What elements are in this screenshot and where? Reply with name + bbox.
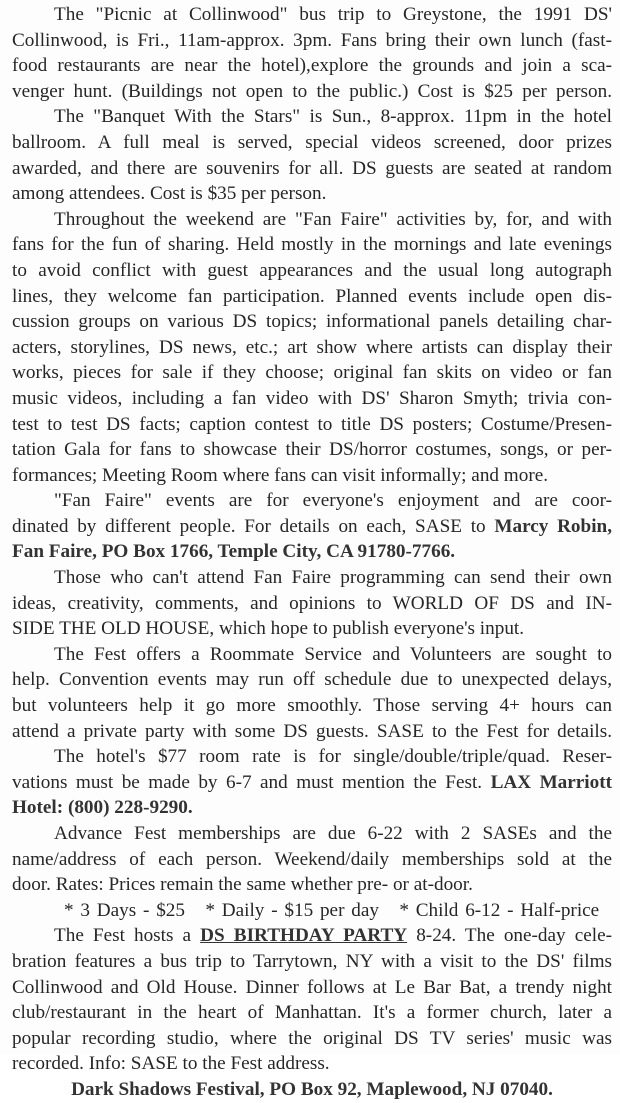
text-line: awarded, and there are souvenirs for all. DS guests are seated at random	[12, 157, 612, 179]
text-line: acters, storylines, DS news, etc.; art show where artists can display their	[12, 336, 612, 358]
text-line: Those who can't attend Fan Faire programming can send their own	[54, 567, 612, 589]
text-line: popular recording studio, where the original DS TV series' music was	[12, 1027, 612, 1049]
paragraph-submissions	[12, 565, 612, 642]
text-line	[12, 923, 612, 949]
contact-name: Marcy Robin,	[494, 515, 612, 537]
text-line: among attendees. Cost is $35 per person.	[12, 183, 327, 205]
paragraph-banquet	[12, 104, 612, 206]
contact-address: Fan Faire, PO Box 1766, Temple City, CA 91780-7766.	[12, 541, 456, 563]
text-line: works, pieces for sale if they choose; original fan skits on video or fan	[12, 362, 612, 384]
rate-daily: * Daily - $15 per day	[205, 899, 379, 921]
text-line	[12, 770, 612, 796]
text-line: formances; Meeting Room where fans can visit informally; and more.	[12, 464, 549, 486]
text-line: to avoid conflict with guest appearances and the usual long autograph	[12, 259, 612, 281]
text-line: food restaurants are near the hotel),explore the grounds and join a sca-	[12, 55, 612, 77]
text-line: The hotel's $77 room rate is for single/double/triple/quad. Reser-	[54, 746, 612, 768]
text-line	[12, 795, 612, 821]
text-line: venger hunt. (Buildings not open to the public.) Cost is $25 per person.	[12, 80, 612, 102]
text-line: attend a private party with some DS guests. SASE to the Fest for details.	[12, 720, 612, 742]
rates-list	[12, 898, 612, 924]
text-line: The "Picnic at Collinwood" bus trip to Greystone, the 1991 DS'	[54, 4, 612, 25]
hotel-phone: Hotel: (800) 228-9290.	[12, 797, 193, 819]
text-line: cussion groups on various DS topics; informational panels detailing char-	[12, 311, 612, 333]
paragraph-memberships	[12, 821, 612, 898]
rate-three-days: * 3 Days - $25	[64, 899, 185, 921]
text-line: recorded. Info: SASE to the Fest address.	[12, 1053, 330, 1075]
text-line: help. Convention events may run off schedule due to unexpected delays,	[12, 669, 612, 691]
paragraph-picnic	[12, 2, 612, 104]
text-line: music videos, including a fan video with DS' Sharon Smyth; trivia con-	[12, 387, 612, 409]
text-segment: 8-24. The one-day cele-	[407, 925, 612, 947]
text-line: "Fan Faire" events are for everyone's enjoyment and are coor-	[54, 490, 612, 512]
paragraph-volunteers	[12, 642, 612, 744]
festival-address: Dark Shadows Festival, PO Box 92, Maplewood, NJ 07040.	[71, 1078, 553, 1100]
hotel-name: LAX Marriott	[490, 771, 612, 793]
text-line: The "Banquet With the Stars" is Sun., 8-approx. 11pm in the hotel	[54, 106, 612, 128]
paragraph-hotel	[12, 744, 612, 821]
text-line	[12, 539, 612, 565]
text-line: SIDE THE OLD HOUSE, which hope to publish everyone's input.	[12, 618, 525, 640]
text-line: Advance Fest memberships are due 6-22 with 2 SASEs and the	[54, 823, 612, 844]
text-line: Throughout the weekend are "Fan Faire" activities by, for, and with	[54, 208, 612, 230]
text-line: door. Rates: Prices remain the same whether pre- or at-door.	[12, 874, 473, 896]
paragraph-fan-faire-contact	[12, 488, 612, 565]
text-line	[12, 514, 612, 540]
text-line: ideas, creativity, comments, and opinions to WORLD OF DS and IN-	[12, 592, 612, 614]
text-line: Collinwood and Old House. Dinner follows at Le Bar Bat, a trendy night	[12, 976, 612, 998]
text-line: fans for the fun of sharing. Held mostly in the mornings and late evenings	[12, 234, 612, 256]
text-segment: dinated by different people. For details on each, SASE to	[12, 515, 495, 537]
text-line: tation Gala for fans to showcase their DS/horror costumes, songs, or per-	[12, 439, 612, 461]
text-line: bration features a bus trip to Tarrytown, NY with a visit to the DS' films	[12, 950, 612, 972]
text-segment: vations must be made by 6-7 and must mention the Fest.	[12, 771, 491, 793]
text-line: lines, they welcome fan participation. Planned events include open dis-	[12, 285, 612, 307]
text-line: name/address of each person. Weekend/daily memberships sold at the	[12, 848, 612, 870]
text-line: club/restaurant in the heart of Manhattan. It's a former church, later a	[12, 1002, 612, 1024]
text-line: but volunteers help it go more smoothly. Those serving 4+ hours can	[12, 695, 612, 717]
text-line: ballroom. A full meal is served, special videos screened, door prizes	[12, 131, 612, 153]
paragraph-fan-faire	[12, 207, 612, 489]
text-line: The Fest offers a Roommate Service and Volunteers are sought to	[54, 643, 612, 665]
text-line: Collinwood, is Fri., 11am-approx. 3pm. Fans bring their own lunch (fast-	[12, 29, 612, 51]
rate-child: * Child 6-12 - Half-price	[399, 899, 600, 921]
birthday-party-title: DS BIRTHDAY PARTY	[200, 925, 408, 947]
text-segment: The Fest hosts a	[54, 925, 201, 947]
text-line: test to test DS facts; caption contest to title DS posters; Costume/Presen-	[12, 413, 612, 435]
